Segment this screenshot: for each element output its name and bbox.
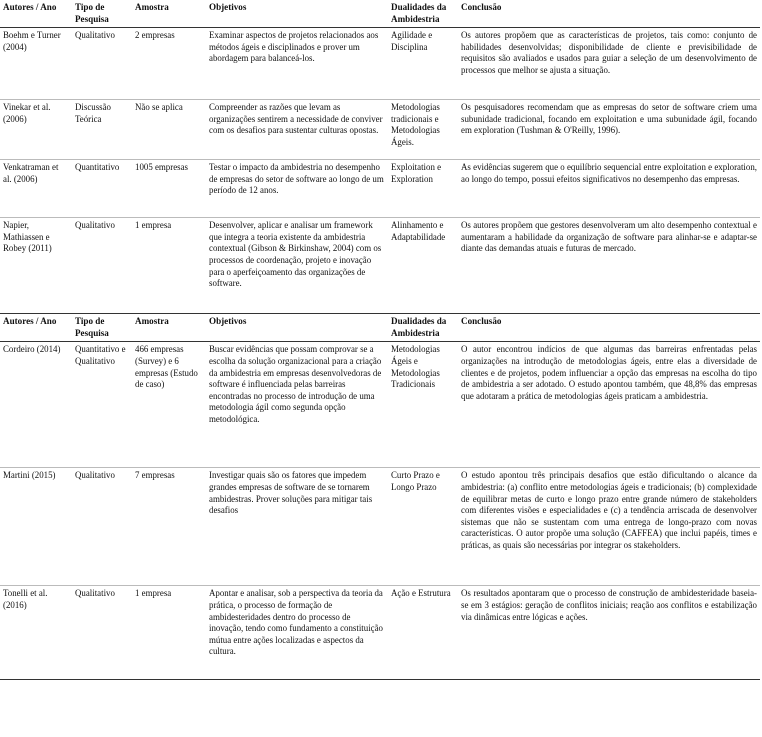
cell-objetivos: Compreender as razões que levam as organizações sentirem a necessidade de conviver com os desafios para sustentar culturas opostas.	[206, 100, 388, 160]
header-tipo: Tipo de Pesquisa	[72, 314, 132, 342]
literature-table	[0, 0, 760, 314]
header-autores: Autores / Ano	[0, 0, 72, 28]
cell-dualidades: Ação e Estrutura	[388, 586, 458, 680]
header-objetivos: Objetivos	[206, 0, 388, 28]
header-conclusao: Conclusão	[458, 314, 760, 342]
cell-tipo: Discussão Teórica	[72, 100, 132, 160]
cell-autores: Venkatraman et al. (2006)	[0, 160, 72, 218]
cell-objetivos: Buscar evidências que possam comprovar se a escolha da solução organizacional para a criação da ambidestria em empresas desenvolvedoras de software é influenciada pelas barreiras encontradas no processo de introdução de uma metodologia ágil como segunda opção metodológica.	[206, 342, 388, 468]
cell-dualidades: Alinhamento e Adaptabilidade	[388, 218, 458, 314]
cell-conclusao: Os pesquisadores recomendam que as empresas do setor de software criem uma subunidade tradicional, focando em exploitation e uma subunidade ágil, focando em exploration (Tushman & O'Reilly, 1996).	[458, 100, 760, 160]
literature-table-continued	[0, 314, 760, 680]
header-dualidades: Dualidades da Ambidestria	[388, 314, 458, 342]
cell-autores: Martini (2015)	[0, 468, 72, 586]
cell-dualidades: Exploitation e Exploration	[388, 160, 458, 218]
cell-dualidades: Metodologias Ágeis e Metodologias Tradicionais	[388, 342, 458, 468]
header-amostra: Amostra	[132, 0, 206, 28]
cell-autores: Boehm e Turner (2004)	[0, 28, 72, 100]
cell-autores: Vinekar et al. (2006)	[0, 100, 72, 160]
cell-tipo: Quantitativo e Qualitativo	[72, 342, 132, 468]
cell-dualidades: Agilidade e Disciplina	[388, 28, 458, 100]
cell-tipo: Quantitativo	[72, 160, 132, 218]
cell-amostra: 1 empresa	[132, 586, 206, 680]
cell-conclusao: O estudo apontou três principais desafios que estão dificultando o alcance da ambidestria: (a) conflito entre metodologias ágeis e tradicionais; (b) complexidade de equilibrar metas de curto e longo prazo entre grande número de stakeholders com diferentes visões e especialidades e (c) a tendência arriscada de desenvolver sistemas que não se sustentam com uma entrega de longo-prazo com novas características. O autor propõe uma solução (CAFFEA) que inclui papéis, times e práticas, as quais são necessárias por integrar os stakeholders.	[458, 468, 760, 586]
cell-tipo: Qualitativo	[72, 468, 132, 586]
table-row	[0, 342, 760, 468]
cell-tipo: Qualitativo	[72, 586, 132, 680]
cell-dualidades: Metodologias tradicionais e Metodologias Ágeis.	[388, 100, 458, 160]
table-row	[0, 28, 760, 100]
cell-amostra: 2 empresas	[132, 28, 206, 100]
table-row	[0, 100, 760, 160]
cell-conclusao: O autor encontrou indícios de que algumas das barreiras enfrentadas pelas organizações na introdução de metodologias ágeis, entre elas a diversidade de clientes e de projetos, podem influenciar a opção das empresas na escolha do tipo de ambidestria a ser adotado. O estudo apontou também, que 48,8% das empresas que adotaram a prática de metodologias ágeis praticam a ambidestria.	[458, 342, 760, 468]
cell-amostra: 466 empresas (Survey) e 6 empresas (Estudo de caso)	[132, 342, 206, 468]
header-objetivos: Objetivos	[206, 314, 388, 342]
header-dualidades: Dualidades da Ambidestria	[388, 0, 458, 28]
cell-conclusao: As evidências sugerem que o equilíbrio sequencial entre exploitation e exploration, ao longo do tempo, possui efeitos significativos no desempenho das empresas.	[458, 160, 760, 218]
cell-autores: Cordeiro (2014)	[0, 342, 72, 468]
header-amostra: Amostra	[132, 314, 206, 342]
cell-amostra: 1 empresa	[132, 218, 206, 314]
cell-objetivos: Apontar e analisar, sob a perspectiva da teoria da prática, o processo de formação de ambidesteridades dentro do processo de inovação, tendo como fundamento a constituição mútua entre ações localizadas e aspectos da cultura.	[206, 586, 388, 680]
header-conclusao: Conclusão	[458, 0, 760, 28]
cell-objetivos: Investigar quais são os fatores que impedem grandes empresas de software de se tornarem ambidestras. Prover soluções para mitigar tais desafios	[206, 468, 388, 586]
cell-objetivos: Examinar aspectos de projetos relacionados aos métodos ágeis e disciplinados e prover um abordagem para balanceá-los.	[206, 28, 388, 100]
cell-tipo: Qualitativo	[72, 218, 132, 314]
cell-objetivos: Testar o impacto da ambidestria no desempenho de empresas do setor de software ao longo de um período de 12 anos.	[206, 160, 388, 218]
table-row	[0, 160, 760, 218]
cell-conclusao: Os resultados apontaram que o processo de construção de ambidesteridade baseia-se em 3 estágios: geração de conflitos iniciais; reação aos conflitos e estabilização via dinâmicas entre lógicas e ações.	[458, 586, 760, 680]
table-row	[0, 586, 760, 680]
table-row	[0, 218, 760, 314]
header-tipo: Tipo de Pesquisa	[72, 0, 132, 28]
cell-tipo: Qualitativo	[72, 28, 132, 100]
cell-dualidades: Curto Prazo e Longo Prazo	[388, 468, 458, 586]
cell-amostra: Não se aplica	[132, 100, 206, 160]
cell-conclusao: Os autores propõem que gestores desenvolveram um alto desempenho contextual e aumentaram a habilidade da organização de software para alinhar-se e adaptar-se diante das demandas atuais e futuras de mercado.	[458, 218, 760, 314]
cell-autores: Napier, Mathiassen e Robey (2011)	[0, 218, 72, 314]
cell-conclusao: Os autores propõem que as características de projetos, tais como: conjunto de habilidades desenvolvidas; disponibilidade de cliente e previsibilidade de requisitos são avaliados e usados para guiar a seleção de um desenvolvimento de processos que melhor se ajusta a situação.	[458, 28, 760, 100]
cell-amostra: 1005 empresas	[132, 160, 206, 218]
cell-objetivos: Desenvolver, aplicar e analisar um framework que integra a teoria existente da ambidestria contextual (Gibson & Birkinshaw, 2004) com os processos de coordenação, projeto e inovação para o aperfeiçoamento das organizações de software.	[206, 218, 388, 314]
cell-autores: Tonelli et al. (2016)	[0, 586, 72, 680]
header-row	[0, 314, 760, 342]
cell-amostra: 7 empresas	[132, 468, 206, 586]
header-autores: Autores / Ano	[0, 314, 72, 342]
table-row	[0, 468, 760, 586]
header-row	[0, 0, 760, 28]
